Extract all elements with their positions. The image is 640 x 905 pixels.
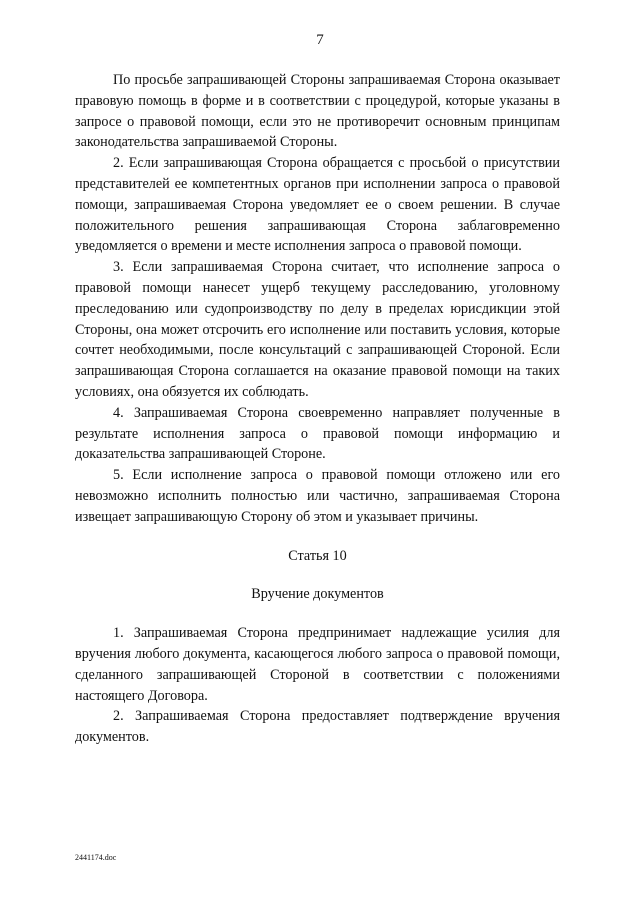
article-paragraph-2: 2. Запрашиваемая Сторона предоставляет подтверждение вручения документов. [75,708,560,746]
paragraph-3: 3. Если запрашиваемая Сторона считает, что исполнение запроса о правовой помощи нанесет ущерб текущему расследованию, уголовному преследованию или судопроизводству по делу в пределах юрисдикции этой Стороны, она может отсрочить его исполнение или поставить условия, которые сочтет необходимыми, после консультаций с запрашивающей Стороной. Если запрашивающая Сторона соглашается на оказание правовой помощи на таких условиях, она обязуется их соблюдать. [75,259,560,400]
page-number: 7 [316,32,324,48]
paragraph-1: По просьбе запрашивающей Стороны запрашиваемая Сторона оказывает правовую помощь в форме и в соответствии с процедурой, которые указаны в запросе о правовой помощи, если это не противоречит основным принципам законодательства запрашиваемой Стороны. [75,72,560,151]
footer-file-code: 2441174.doc [75,853,117,862]
paragraph-2: 2. Если запрашивающая Сторона обращается с просьбой о присутствии представителей ее компетентных органов при исполнении запроса о правовой помощи, запрашиваемая Сторона уведомляет ее о своем решении. В случае положительного решения запрашивающая Сторона заблаговременно уведомляется о времени и месте исполнения запроса о правовой помощи. [75,155,560,255]
paragraph-4: 4. Запрашиваемая Сторона своевременно направляет полученные в результате исполнения запроса о правовой помощи информацию и доказательства запрашивающей Стороне. [75,404,560,463]
article-title: Вручение документов [251,586,384,603]
document-body [75,70,560,748]
paragraph-5: 5. Если исполнение запроса о правовой помощи отложено или его невозможно исполнить полностью или частично, запрашиваемая Сторона извещает запрашивающую Сторону об этом и указывает причины. [75,467,560,525]
article-heading: Статья 10 [288,547,347,564]
article-paragraph-1: 1. Запрашиваемая Сторона предпринимает надлежащие усилия для вручения любого документа, касающегося любого запроса о правовой помощи, сделанного запрашивающей Стороной в соответствии с положениями настоящего Договора. [75,625,560,704]
